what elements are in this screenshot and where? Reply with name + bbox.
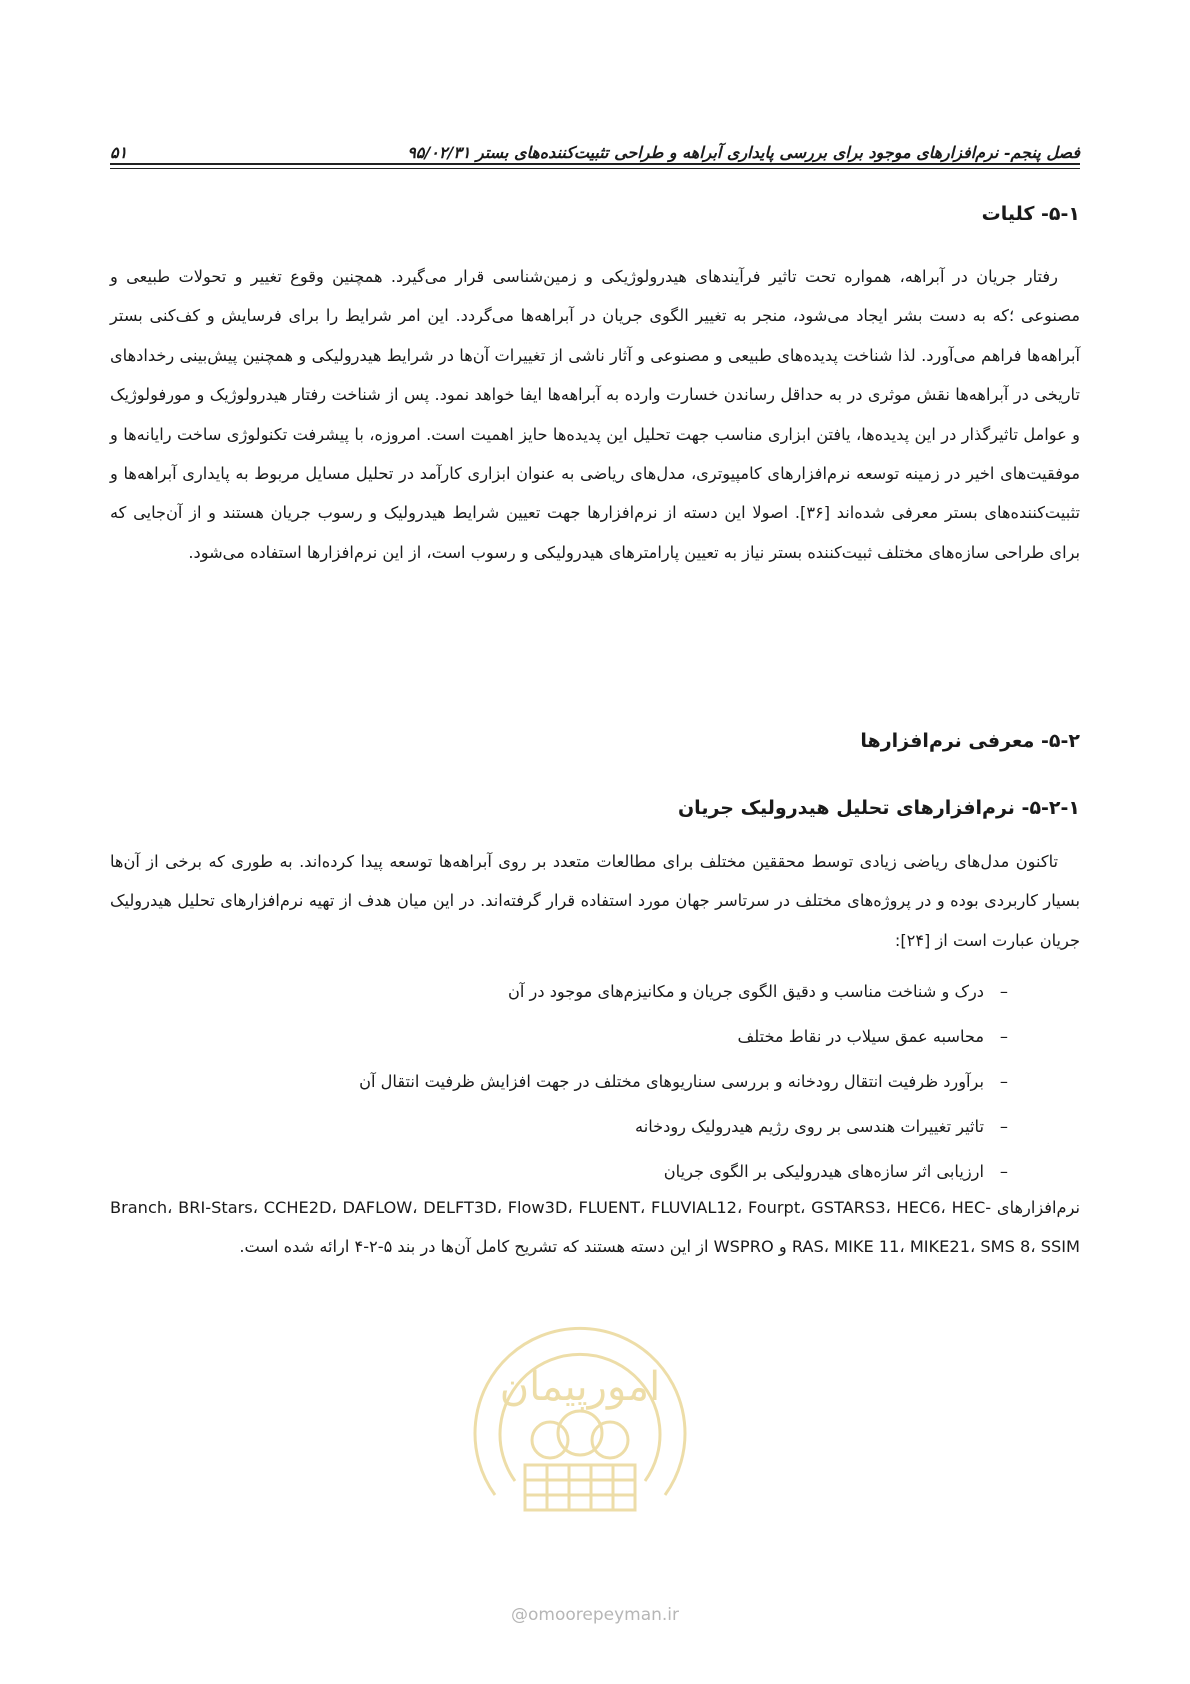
- software-list-paragraph: نرم‌افزارهای Branch، BRI-Stars، CCHE2D، DAFLOW، DELFT3D، Flow3D، FLUENT، FLUVIAL12، Fourpt، GSTARS3، HEC6، HEC-RAS، MIKE 11، MIKE21، SMS 8، SSIM و WSPRO از این دسته هستند که تشریح کامل آن‌ها در بند ۵-۲-۴ ارائه شده است.: [110, 1198, 1080, 1257]
- hydraulic-intro-paragraph: تاکنون مدل‌های ریاضی زیادی توسط محققین مختلف برای مطالعات متعدد بر روی آبراهه‌ها توسعه پیدا کرده‌اند. به طوری که برخی از آن‌ها بسیار کاربردی بوده و در پروژه‌های مختلف در سرتاسر جهان مورد استفاده قرار گرفته‌اند. در این میان هدف از تهیه نرم‌افزارهای تحلیل هیدرولیک جریان عبارت است از [۲۴]:: [110, 852, 1080, 950]
- dash-bullet: –: [999, 1072, 1008, 1091]
- list-item: – ارزیابی اثر سازه‌های هیدرولیکی بر الگوی جریان: [110, 1149, 1080, 1194]
- header-rule: [110, 163, 1080, 165]
- running-header: [110, 132, 1080, 162]
- subsection-heading-hydraulic-software: ۵-۲-۱- نرم‌افزارهای تحلیل هیدرولیک جریان: [677, 797, 1080, 819]
- dash-bullet: –: [999, 1117, 1008, 1136]
- page-number: ۵۱: [110, 143, 128, 162]
- stamp-lettering: امورپیمان: [499, 1364, 661, 1410]
- header-title: فصل پنجم- نرم‌افزارهای موجود برای بررسی پایداری آبراهه و طراحی تثبیت‌کننده‌های بستر ۹۵/۰۲/۳۱: [407, 143, 1080, 162]
- objectives-list: [110, 969, 1080, 1194]
- section-heading-software-intro: ۵-۲- معرفی نرم‌افزارها: [860, 730, 1080, 752]
- list-item: – تاثیر تغییرات هندسی بر روی رژیم هیدرولیک رودخانه: [110, 1104, 1080, 1149]
- section-heading-overview: ۵-۱- کلیات: [981, 203, 1080, 225]
- list-item: – برآورد ظرفیت انتقال رودخانه و بررسی سناریوهای مختلف در جهت افزایش ظرفیت انتقال آن: [110, 1059, 1080, 1104]
- watermark-stamp-logo: [455, 1305, 705, 1535]
- dash-bullet: –: [999, 1162, 1008, 1181]
- dash-bullet: –: [999, 1027, 1008, 1046]
- overview-paragraph: رفتار جریان در آبراهه، همواره تحت تاثیر فرآیندهای هیدرولوژیکی و زمین‌شناسی قرار می‌گیرد. همچنین وقوع تغییر و تحولات طبیعی و مصنوعی ؛که به دست بشر ایجاد می‌شود، منجر به تغییر الگوی جریان در آبراهه‌ها می‌گردد. این امر شرایط را برای فرسایش و کف‌کنی بستر آبراهه‌ها فراهم می‌آورد. لذا شناخت پدیده‌های طبیعی و مصنوعی و آثار ناشی از تغییرات آن‌ها در شرایط هیدرولیکی و همچنین پیش‌بینی رخدادهای تاریخی در آبراهه‌ها نقش موثری در به حداقل رساندن خسارت وارده به آبراهه‌ها ایفا خواهد نمود. پس از شناخت رفتار هیدرولوژیک و مورفولوژیک و عوامل تاثیرگذار در این پدیده‌ها، یافتن ابزاری مناسب جهت تحلیل این پدیده‌ها حایز اهمیت است. امروزه، با پیشرفت تکنولوژی ساخت رایانه‌ها و موفقیت‌های اخیر در زمینه توسعه نرم‌افزارهای کامپیوتری، مدل‌های ریاضی به عنوان ابزاری کارآمد در تحلیل مسایل مربوط به پایداری آبراهه‌ها و تثبیت‌کننده‌های بستر معرفی شده‌اند [۳۶]. اصولا این دسته از نرم‌افزارها جهت تعیین شرایط هیدرولیک و رسوب جریان هستند و از آن‌جایی که برای طراحی سازه‌های مختلف ثبیت‌کننده بستر نیاز به تعیین پارامترهای هیدرولیکی و رسوب است، از این نرم‌افزارها استفاده می‌شود.: [110, 267, 1080, 562]
- list-item: – درک و شناخت مناسب و دقیق الگوی جریان و مکانیزم‌های موجود در آن: [110, 969, 1080, 1014]
- watermark-url: @omoorepeyman.ir: [510, 1605, 680, 1625]
- at-icon: @: [510, 1605, 528, 1625]
- dash-bullet: –: [999, 982, 1008, 1001]
- list-item: – محاسبه عمق سیلاب در نقاط مختلف: [110, 1014, 1080, 1059]
- header-rule-thin: [110, 168, 1080, 169]
